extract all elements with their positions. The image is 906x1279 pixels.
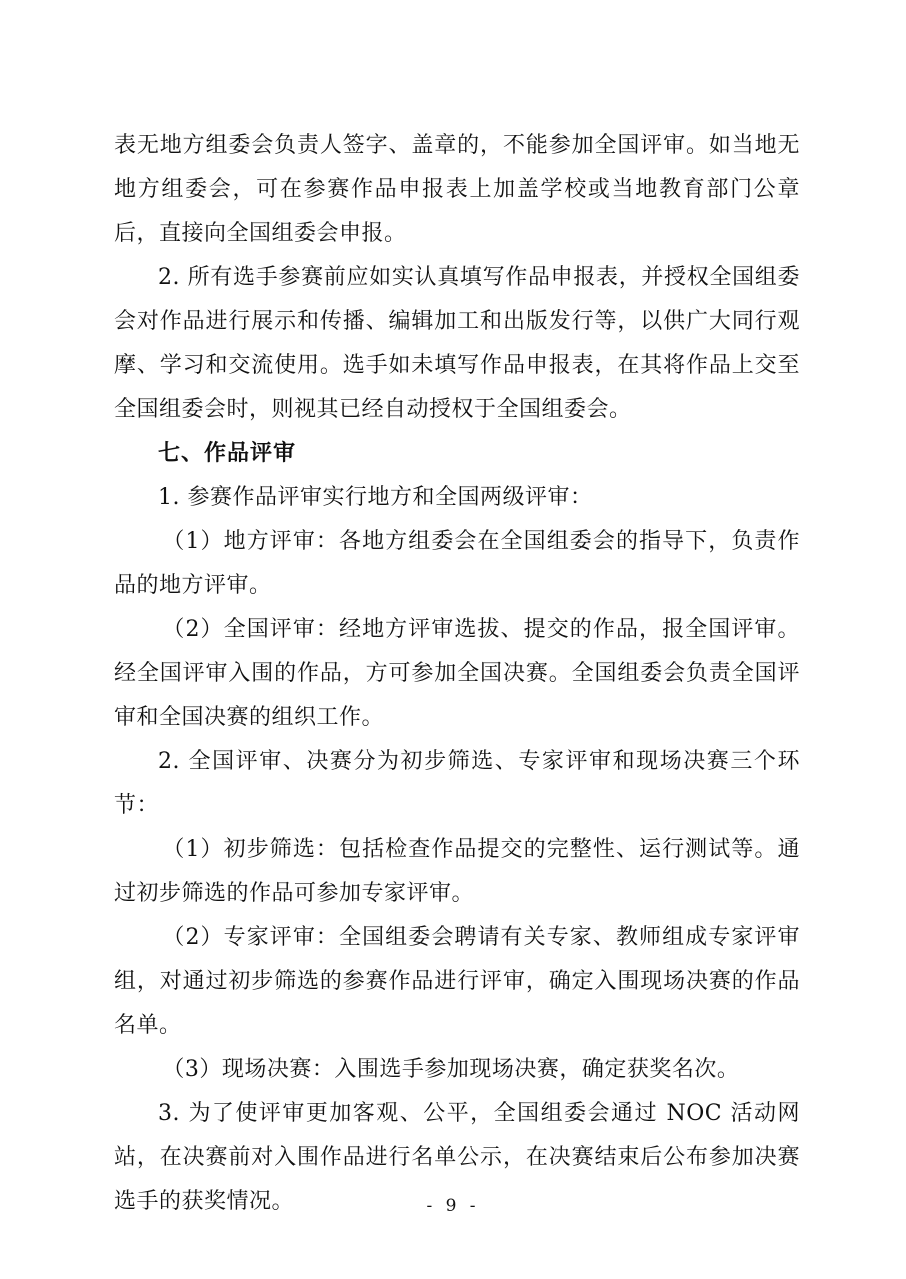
paragraph-local-review: （1）地方评审：各地方组委会在全国组委会的指导下，负责作品的地方评审。	[114, 529, 800, 598]
paragraph-national-review: （2）全国评审：经地方评审选拔、提交的作品，报全国评审。经全国评审入围的作品，方可参加全国决赛。全国组委会负责全国评审和全国决赛的组织工作。	[114, 617, 800, 730]
paragraph-authorization: 2. 所有选手参赛前应如实认真填写作品申报表，并授权全国组委会对作品进行展示和传播、编辑加工和出版发行等，以供广大同行观摩、学习和交流使用。选手如未填写作品申报表，在其将作品上交至全国组委会时，则视其已经自动授权于全国组委会。	[114, 265, 800, 422]
page-number: - 9 -	[426, 1196, 480, 1216]
paragraph-publicity: 3. 为了使评审更加客观、公平，全国组委会通过 NOC 活动网站，在决赛前对入围作品进行名单公示，在决赛结束后公布参加决赛选手的获奖情况。	[114, 1101, 800, 1214]
paragraph-two-level-review: 1. 参赛作品评审实行地方和全国两级评审：	[158, 485, 593, 510]
section-heading-review: 七、作品评审	[158, 441, 297, 466]
paragraph-three-stages: 2. 全国评审、决赛分为初步筛选、专家评审和现场决赛三个环节：	[114, 749, 800, 818]
paragraph-continuation: 表无地方组委会负责人签字、盖章的，不能参加全国评审。如当地无地方组委会，可在参赛作品申报表上加盖学校或当地教育部门公章后，直接向全国组委会申报。	[114, 133, 800, 246]
paragraph-initial-screening: （1）初步筛选：包括检查作品提交的完整性、运行测试等。通过初步筛选的作品可参加专家评审。	[114, 837, 800, 906]
document-body	[114, 124, 800, 1224]
paragraph-expert-review: （2）专家评审：全国组委会聘请有关专家、教师组成专家评审组，对通过初步筛选的参赛作品进行评审，确定入围现场决赛的作品名单。	[114, 925, 800, 1038]
paragraph-onsite-final: （3）现场决赛：入围选手参加现场决赛，确定获奖名次。	[162, 1057, 740, 1082]
